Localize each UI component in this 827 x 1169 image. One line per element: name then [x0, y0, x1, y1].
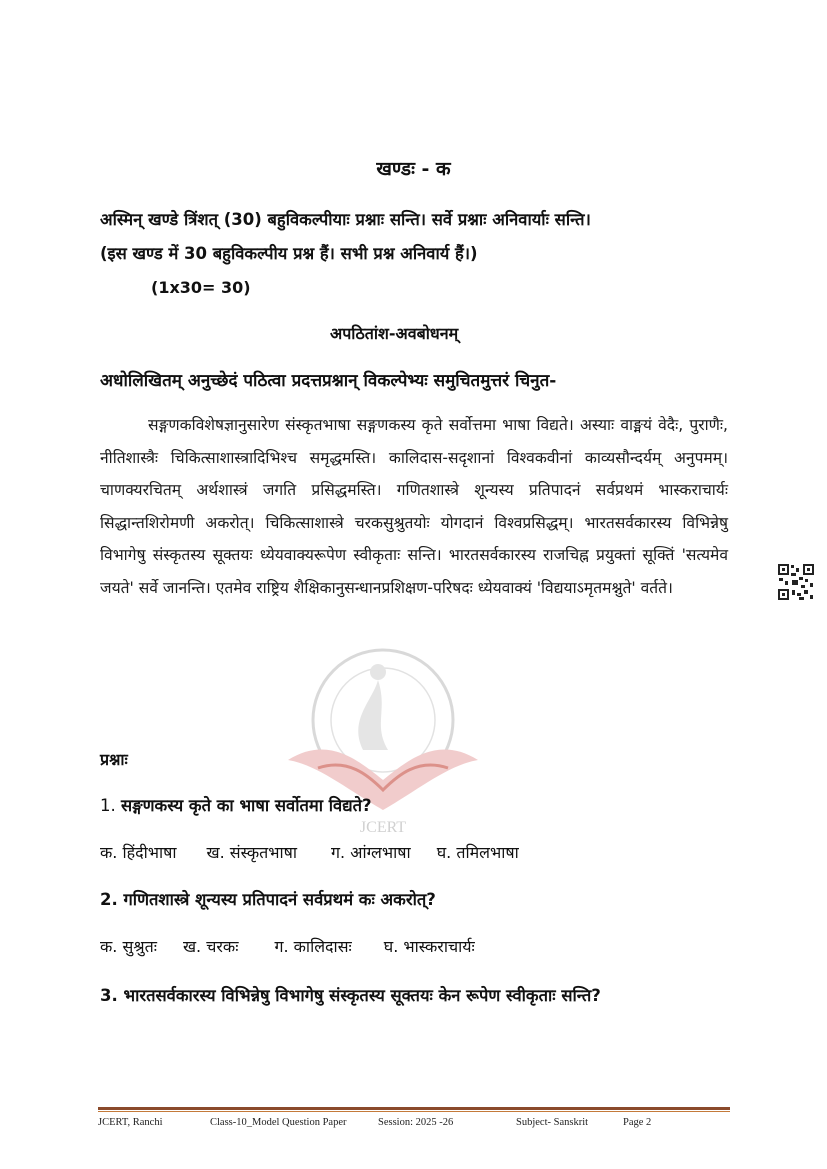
- option-kha: ख. संस्कृतभाषा: [206, 843, 298, 862]
- question-text: भारतसर्वकारस्य विभिन्नेषु विभागेषु संस्कृतस्य सूक्तयः केन रूपेण स्वीकृताः सन्ति?: [123, 986, 601, 1005]
- option-kha: ख. चरकः: [182, 937, 239, 956]
- footer-org: JCERT, Ranchi: [98, 1117, 163, 1128]
- footer-rule-thin: [98, 1111, 730, 1112]
- footer-page-number: Page 2: [623, 1117, 652, 1128]
- question-text: गणितशास्त्रे शून्यस्य प्रतिपादनं सर्वप्रथमं कः अकरोत्?: [123, 890, 436, 909]
- question-number: 3.: [100, 986, 118, 1005]
- page-footer: [98, 1117, 730, 1133]
- question-text: सङ्गणकस्य कृते का भाषा सर्वोतमा विद्यते?: [121, 796, 372, 815]
- subsection-title: अपठितांश-अवबोधनम्: [330, 324, 459, 343]
- section-title: खण्डः - क: [376, 158, 451, 180]
- question-number: 1.: [100, 796, 116, 815]
- option-ga: ग. कालिदासः: [274, 937, 352, 956]
- question-1-options: [100, 841, 730, 863]
- questions-heading: प्रश्नाः: [100, 750, 128, 769]
- unseen-passage: सङ्गणकविशेषज्ञानुसारेण संस्कृतभाषा सङ्गणकस्य कृते सर्वोत्तमा भाषा विद्यते। अस्याः वाङ्मयं वेदैः, पुराणैः, नीतिशास्त्रैः चिकित्साशास्त्रादिभिश्च समृद्धमस्ति। कालिदास-सदृशानां विश्वकवीनां काव्यसौन्दर्यम् अनुपमम्। चाणक्यरचितम् अर्थशास्त्रं जगति प्रसिद्धमस्ति। गणितशास्त्रे शून्यस्य प्रतिपादनं सर्वप्रथमं भास्कराचार्यः सिद्धान्तशिरोमणी अकरोत्। चिकित्साशास्त्रे चरकसुश्रुतयोः योगदानं विश्वप्रसिद्धम्। भारतसर्वकारस्य विभिन्नेषु विभागेषु संस्कृतस्य सूक्तयः ध्येयवाक्यरूपेण स्वीकृताः सन्ति। भारतसर्वकारस्य राजचिह्न प्रयुक्तां सूक्तिं 'सत्यमेव जयते' सर्वे जानन्ति। एतमेव राष्ट्रिय शैक्षिकानुसन्धानप्रशिक्षण-परिषदः ध्येयवाक्यं 'विद्ययाऽमृतमश्नुते' वर्तते।: [100, 416, 728, 597]
- option-ka: क. सुश्रुतः: [100, 937, 157, 956]
- footer-rule: [98, 1107, 730, 1110]
- watermark-text: JCERT: [359, 819, 407, 836]
- qr-code-icon: [777, 563, 815, 601]
- option-ga: ग. आंग्लभाषा: [331, 843, 411, 862]
- option-gha: घ. तमिलभाषा: [436, 843, 519, 862]
- question-2: [100, 887, 730, 910]
- instruction-sanskrit: अस्मिन् खण्डे त्रिंशत् (30) बहुविकल्पीयाः प्रश्नाः सन्ति। सर्वे प्रश्नाः अनिवार्याः सन्ति।: [100, 210, 591, 229]
- marks-allocation: (1x30= 30): [151, 278, 251, 297]
- instruction-hindi: (इस खण्ड में 30 बहुविकल्पीय प्रश्न हैं। सभी प्रश्न अनिवार्य हैं।): [100, 244, 478, 263]
- footer-subject: Subject- Sanskrit: [516, 1117, 589, 1128]
- question-number: 2.: [100, 890, 118, 909]
- question-1: [100, 793, 730, 816]
- direction-text: अधोलिखितम् अनुच्छेदं पठित्वा प्रदत्तप्रश्नान् विकल्पेभ्यः समुचितमुत्तरं चिनुत-: [100, 371, 557, 391]
- question-3: [100, 980, 728, 1011]
- option-ka: क. हिंदीभाषा: [100, 843, 177, 862]
- question-2-options: [100, 935, 730, 957]
- option-gha: घ. भास्कराचार्यः: [383, 937, 475, 956]
- footer-session: Session: 2025 -26: [378, 1117, 454, 1128]
- footer-paper: Class-10_Model Question Paper: [210, 1117, 347, 1128]
